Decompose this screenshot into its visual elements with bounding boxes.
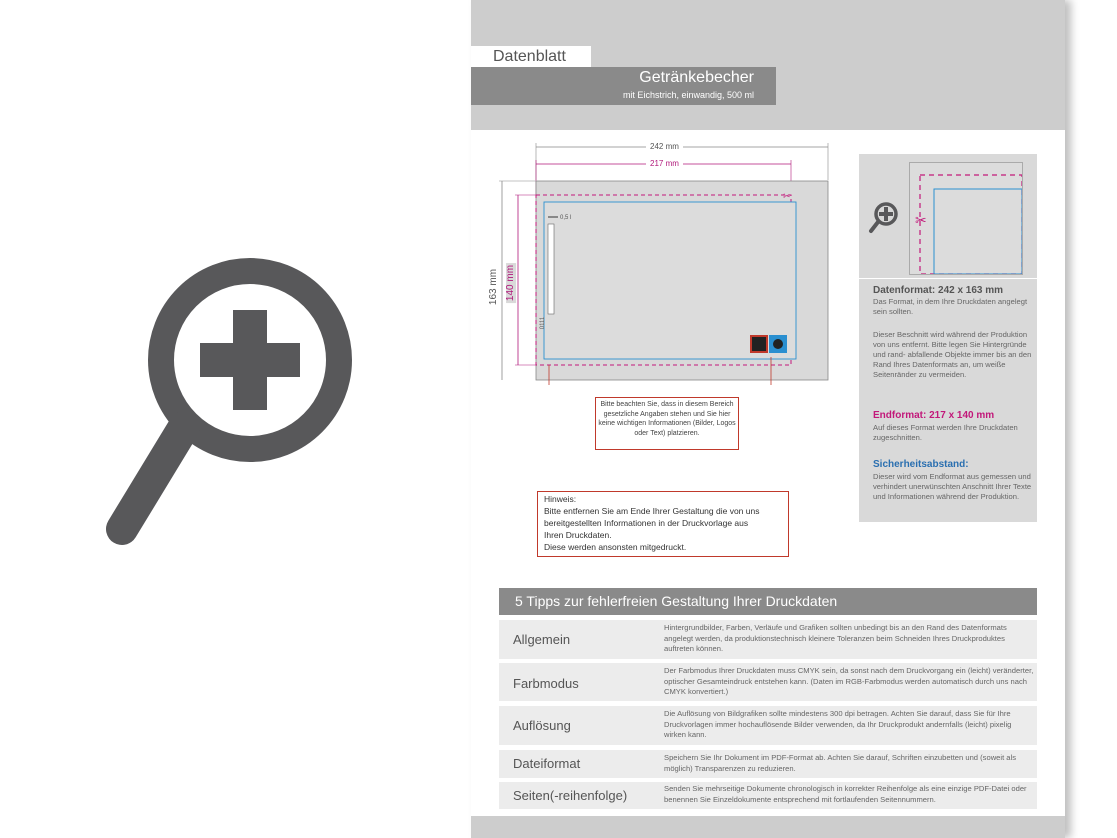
tip-text: Speichern Sie Ihr Dokument im PDF-Format ab. Achten Sie darauf, Schriften einzubetten und (soweit als möglich) Transparenzen zu reduzieren.	[664, 753, 1017, 773]
sicherheit-title: Sicherheitsabstand:	[873, 459, 969, 470]
tip-label: Auflösung	[513, 718, 571, 733]
tip-text: Die Auflösung von Bildgrafiken sollte mindestens 300 dpi betragen. Achten Sie darauf, dass Sie für Ihre Druckvorlagen immer hochauflösende Bilder verwenden, da Ihr Druckprodukt andernfalls (leicht) pixelig wirken kann.	[664, 709, 1012, 739]
height-inner-label: 140 mm	[505, 264, 517, 302]
tip-text: Senden Sie mehrseitige Dokumente chronologisch in korrekter Reihenfolge als eine einzige PDF-Datei oder benennen Sie Einzeldokumente entsprechend mit fortlaufenden Seitennummern.	[664, 784, 1027, 804]
width-outer-label: 242 mm	[646, 142, 683, 152]
product-title: Getränkebecher	[639, 69, 754, 86]
tip-label: Dateiformat	[513, 756, 581, 771]
sicherheit-text: Dieser wird vom Endformat aus gemessen und verhindert unerwünschten Anschnitt Ihrer Texte und Informationen während der Produktion.	[873, 472, 1032, 501]
tips-heading: 5 Tipps zur fehlerfreien Gestaltung Ihrer Druckdaten	[499, 588, 1037, 615]
footer-band	[471, 816, 1065, 838]
tip-label: Allgemein	[513, 632, 571, 647]
endformat-text: Auf dieses Format werden Ihre Druckdaten zugeschnitten.	[873, 423, 1018, 442]
corner-detail-drawing	[910, 163, 1022, 274]
format-diagram	[488, 135, 836, 385]
datenformat-text: Das Format, in dem Ihre Druckdaten angelegt sein sollten.	[873, 297, 1028, 316]
tip-row	[499, 663, 1037, 701]
height-outer-label: 163 mm	[488, 268, 500, 306]
scale-mark-label: 0,5 l	[560, 215, 572, 221]
width-inner-label: 217 mm	[646, 159, 683, 169]
legal-area-callout: Bitte beachten Sie, dass in diesem Bereich gesetzliche Angaben stehen und Sie hier keine wichtigen Informationen (Bilder, Logos oder Text) platzieren.	[595, 397, 739, 450]
note-line: Bitte entfernen Sie am Ende Ihrer Gestaltung die von uns	[544, 506, 760, 516]
note-line: Ihren Druckdaten.	[544, 530, 612, 540]
tip-row	[499, 706, 1037, 745]
legend-panel	[859, 154, 1037, 522]
tip-text: Der Farbmodus Ihrer Druckdaten muss CMYK sein, da sonst nach dem Druckvorgang ein (leicht) veränderter, optischer Gesamteindruck entstehen kann. (Daten im RGB-Farbmodus werden automatisch durch uns nach CMYK konvertiert.)	[664, 666, 1034, 696]
title-bar	[471, 67, 776, 105]
tip-text: Hintergrundbilder, Farben, Verläufe und Grafiken sollten unbedingt bis an den Rand des Datenformats angelegt werden, da produktionstechnisch kleinere Toleranzen beim Schneiden Ihres Druckproduktes auftreten können.	[664, 623, 1007, 653]
datenformat-title: Datenformat: 242 x 163 mm	[873, 285, 1004, 296]
tip-label: Seiten(-reihenfolge)	[513, 788, 628, 803]
hinweis-note	[537, 491, 789, 557]
tip-row	[499, 750, 1037, 778]
corner-detail	[909, 162, 1023, 275]
tip-row	[499, 620, 1037, 659]
svg-text:✂: ✂	[783, 192, 791, 202]
zoom-in-icon[interactable]	[867, 200, 901, 234]
divider	[859, 278, 1037, 279]
tab-datenblatt: Datenblatt	[471, 46, 591, 67]
datasheet-page	[471, 0, 1065, 838]
note-line: bereitgestellten Informationen in der Druckvorlage aus	[544, 518, 749, 528]
note-line: Diese werden ansonsten mitgedruckt.	[544, 542, 687, 552]
product-subtitle: mit Eichstrich, einwandig, 500 ml	[622, 90, 754, 100]
tip-row	[499, 782, 1037, 809]
cup-code: 0111	[540, 316, 547, 330]
beschnitt-text: Dieser Beschnitt wird während der Produktion von uns entfernt. Bitte legen Sie Hintergründe und rand- abfallende Objekte immer bis an den Rand Ihres Datenformats an, um weiße Seitenränder zu vermeiden.	[873, 330, 1032, 379]
endformat-title: Endformat: 217 x 140 mm	[873, 410, 995, 421]
tip-label: Farbmodus	[513, 676, 579, 691]
zoom-in-icon[interactable]	[100, 255, 360, 550]
svg-text:✂: ✂	[915, 213, 927, 229]
note-line: Hinweis:	[544, 494, 577, 504]
